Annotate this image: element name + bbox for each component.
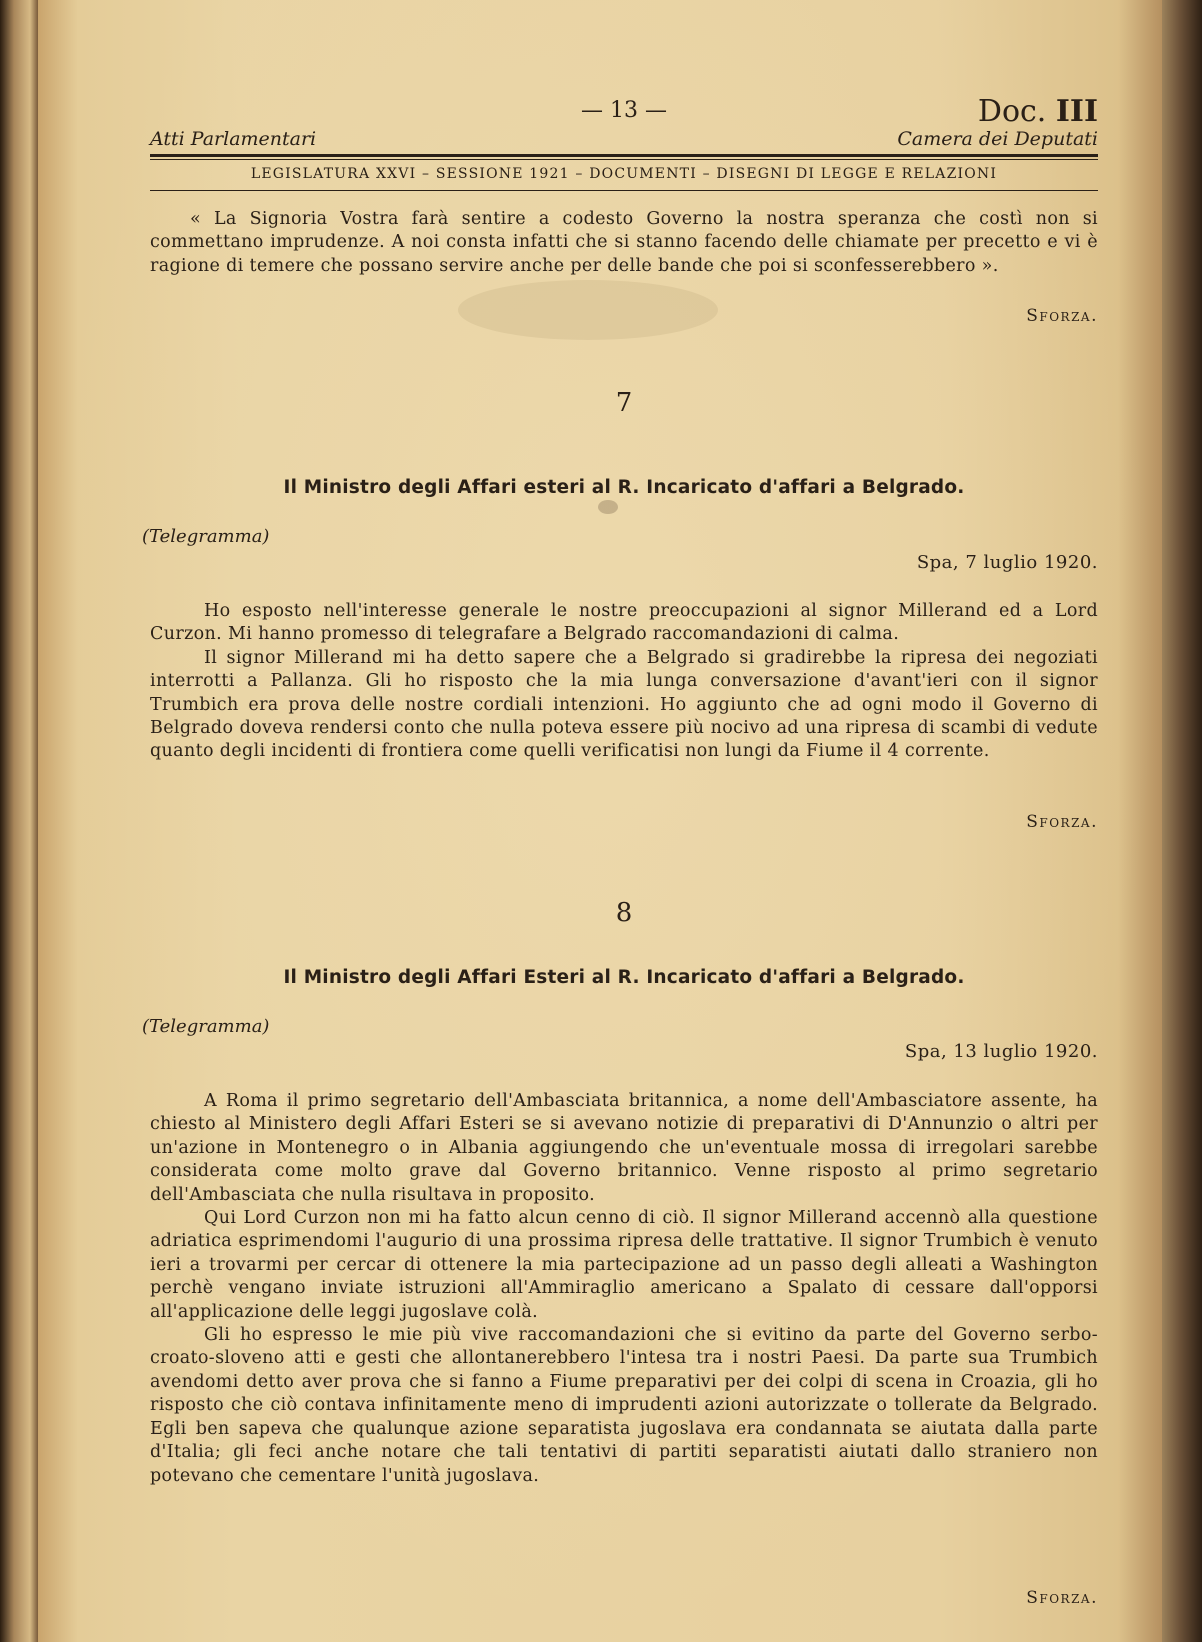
page-number: — 13 — — [581, 98, 667, 123]
running-head-right: Camera dei Deputati — [897, 128, 1098, 150]
legislature-line: LEGISLATURA XXVI – SESSIONE 1921 – DOCUMENTI – DISEGNI DI LEGGE E RELAZIONI — [250, 166, 998, 182]
intro-paragraph: « La Signoria Vostra farà sentire a codesto Governo la nostra speranza che costì non si commettano imprudenze. A noi consta infatti che si stanno facendo delle chiamate per precetto e vi è ragione di temere che possano servire anche per delle bande che poi si sconfesserebbero ». — [150, 209, 1098, 276]
intro-block — [150, 208, 1098, 278]
section-date: Spa, 7 luglio 1920. — [916, 552, 1098, 573]
header-rule-bottom — [150, 190, 1098, 191]
section-type: (Telegramma) — [142, 1016, 270, 1037]
section-date: Spa, 13 luglio 1920. — [904, 1041, 1098, 1062]
paper-spot — [598, 500, 618, 514]
doc-label: Doc. — [977, 94, 1047, 129]
section-number: 7 — [615, 388, 633, 418]
section-paragraph: Gli ho espresso le mie più vive raccomandazioni che si evitino da parte del Governo serbo-croato-sloveno atti e gesti che allontanerebbero l'intesa tra i nostri Paesi. Da parte sua Trumbich avendomi detto aver prova che si fanno a Fiume preparativi per dei colpi di scena in Croazia, gli ho risposto che ciò contava infinitamente meno di imprudenti azioni autorizzate o tollerate da Belgrado. Egli ben sapeva che qualunque azione separatista jugoslava era condannata se aiutata dalla parte d'Italia; gli feci anche notare che tali tentativi di partiti separatisti aiutati dallo straniero non potevano che cementare l'unità jugoslava. — [150, 1325, 1098, 1486]
paper-stain — [458, 280, 718, 340]
section-type: (Telegramma) — [142, 526, 270, 547]
header-rule-thin — [150, 159, 1098, 160]
previous-page-edge — [0, 0, 38, 1642]
page — [38, 0, 1162, 1642]
section-body — [150, 1090, 1098, 1488]
running-head-left: Atti Parlamentari — [150, 128, 317, 150]
doc-number — [978, 94, 1098, 129]
intro-signature: Sforza. — [1026, 306, 1098, 326]
section-paragraph: Ho esposto nell'interesse generale le nostre preoccupazioni al signor Millerand ed a Lord Curzon. Mi hanno promesso di telegrafare a Belgrado raccomandazioni di calma. — [150, 601, 1098, 645]
section-number: 8 — [615, 898, 633, 928]
doc-roman-number: III — [1055, 94, 1098, 129]
section-paragraph: A Roma il primo segretario dell'Ambasciata britannica, a nome dell'Ambasciatore assente, ha chiesto al Ministero degli Affari Esteri se si avevano notizie di preparativi di D'Annunzio o altri per un'azione in Montenegro o in Albania aggiungendo che un'eventuale mossa di irregolari sarebbe considerata come molto grave dal Governo britannico. Venne risposto al primo segretario dell'Ambasciata che nulla risultava in proposito. — [150, 1091, 1098, 1205]
section-paragraph: Il signor Millerand mi ha detto sapere che a Belgrado si gradirebbe la ripresa dei negoziati interrotti a Pallanza. Gli ho risposto che la mia lunga conversazione d'avant'ieri con il signor Trumbich era prova delle nostre cordiali intenzioni. Ho aggiunto che ad ogni modo il Governo di Belgrado doveva rendersi conto che nulla poteva essere più nocivo ad una ripresa di scambi di vedute quanto degli incidenti di frontiera come quelli verificatisi non lungi da Fiume il 4 corrente. — [150, 647, 1098, 762]
section-signature: Sforza. — [1026, 812, 1098, 832]
section-title: Il Ministro degli Affari Esteri al R. Incaricato d'affari a Belgrado. — [283, 967, 965, 988]
section-signature: Sforza. — [1026, 1588, 1098, 1608]
section-title: Il Ministro degli Affari esteri al R. Incaricato d'affari a Belgrado. — [283, 477, 965, 498]
section-paragraph: Qui Lord Curzon non mi ha fatto alcun cenno di ciò. Il signor Millerand accennò alla questione adriatica esprimendomi l'augurio di una prossima ripresa delle trattative. Il signor Trumbich è venuto ieri a trovarmi per cercar di ottenere la mia partecipazione ad un passo degli alleati a Washington perchè vengano inviate istruzioni all'Ammiraglio americano a Spalato di cessare dall'opporsi all'applicazione delle leggi jugoslave colà. — [150, 1208, 1098, 1322]
section-body — [150, 600, 1098, 764]
header-rule-thick — [150, 154, 1098, 157]
